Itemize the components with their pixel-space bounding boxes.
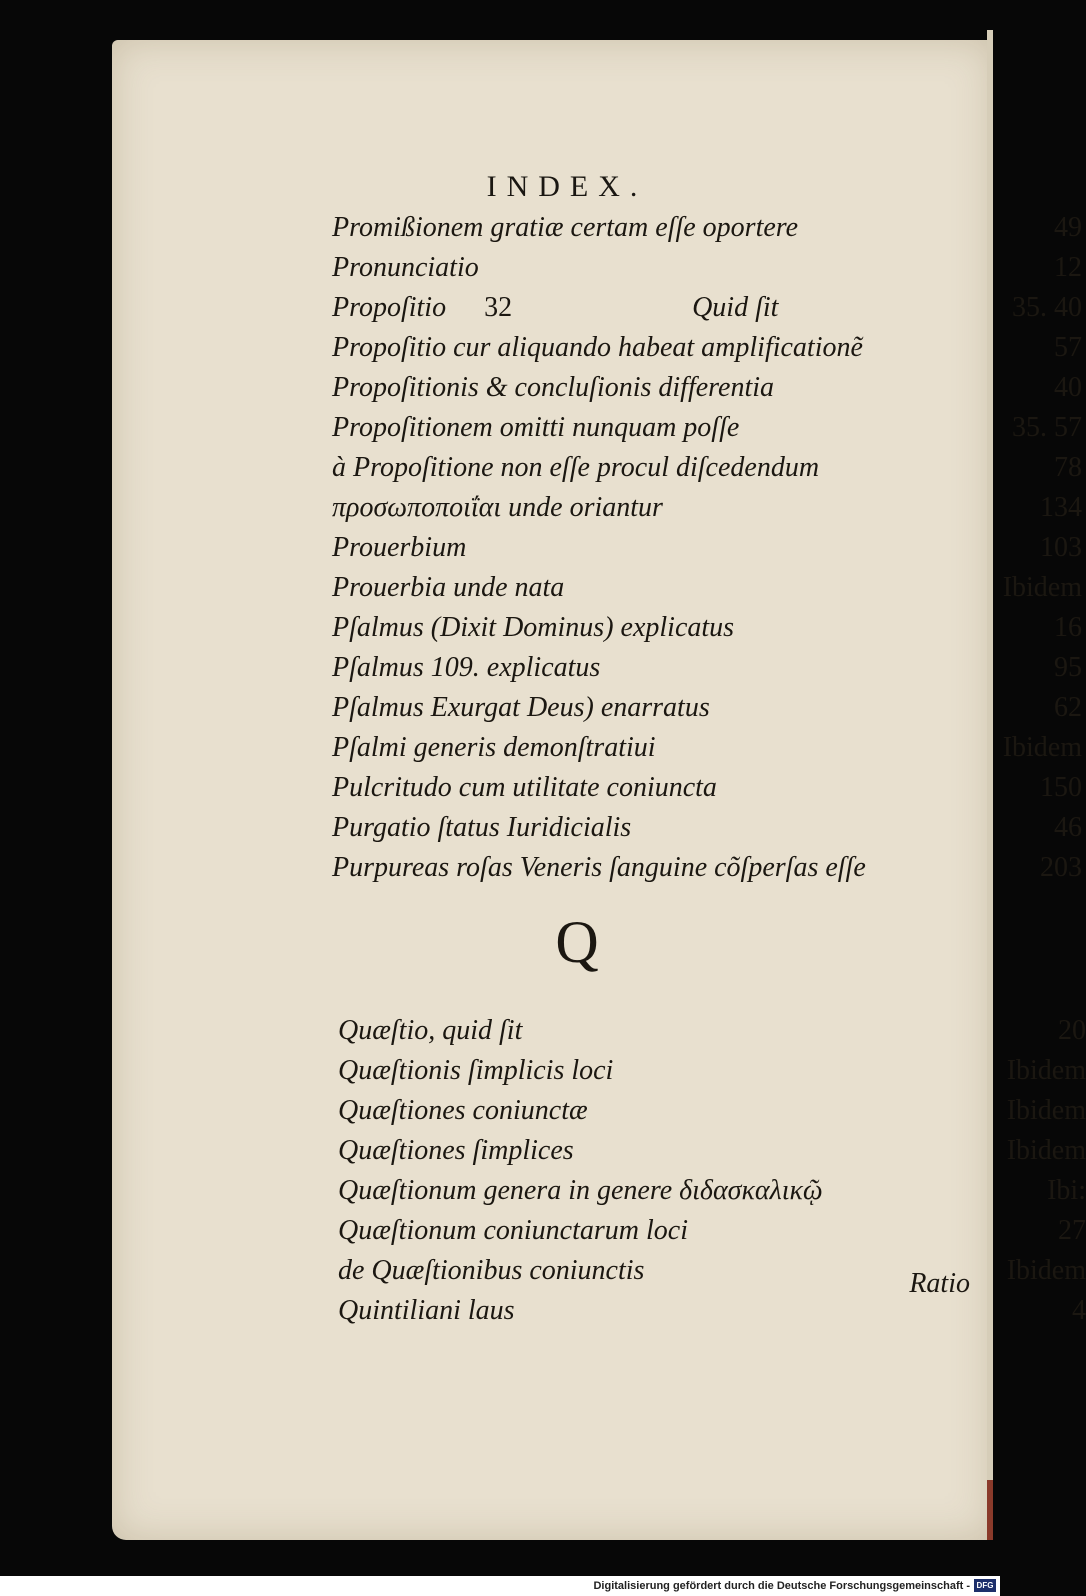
entry-term: Quæſtiones ſimplices xyxy=(338,1135,574,1166)
entry-term: Prouerbia unde nata xyxy=(332,572,565,603)
index-entry xyxy=(332,452,1082,492)
entry-term: Quæſtionis ſimplicis loci xyxy=(338,1055,614,1086)
index-entry xyxy=(338,1175,1086,1215)
index-entry xyxy=(332,372,1082,412)
entry-page: Ibidem xyxy=(1006,1095,1086,1126)
footer-bar xyxy=(0,1576,1000,1596)
page-edge-marker xyxy=(987,1480,993,1540)
entry-page: 4 xyxy=(1072,1295,1086,1326)
section-letter: Q xyxy=(555,909,599,975)
entry-term: Purpureas roſas Veneris ſanguine cõſperſas eſſe xyxy=(332,852,866,883)
entry-term: Pronunciatio xyxy=(332,252,479,283)
entry-term: Quæſtiones coniunctæ xyxy=(338,1095,588,1126)
entry-term: Quæſtionum genera in genere διδασκαλικῷ xyxy=(338,1175,823,1206)
index-entry xyxy=(332,732,1082,772)
index-entry xyxy=(332,692,1082,732)
entry-page: 57 xyxy=(1054,332,1082,363)
index-entry xyxy=(332,332,1082,372)
entry-page: 16 xyxy=(1054,612,1082,643)
entry-term: Promißionem gratiæ certam eſſe oportere xyxy=(332,212,799,243)
entry-term: à Propoſitione non eſſe procul diſcedendum xyxy=(332,452,820,483)
catchword: Ratio xyxy=(909,1268,970,1299)
entry-mid-page: 32 xyxy=(484,292,513,323)
entry-page: 40 xyxy=(1054,372,1082,403)
entry-term: Purgatio ſtatus Iuridicialis xyxy=(332,812,632,843)
index-entry xyxy=(338,1255,1086,1295)
entry-term: Pſalmus Exurgat Deus) enarratus xyxy=(332,692,710,723)
index-entry xyxy=(332,652,1082,692)
index-entry xyxy=(332,612,1082,652)
index-entry xyxy=(332,292,1082,332)
index-entry xyxy=(332,532,1082,572)
page-header: INDEX. xyxy=(486,170,648,203)
dfg-logo: DFG xyxy=(974,1579,996,1592)
entry-page: 27 xyxy=(1058,1215,1086,1246)
index-entry xyxy=(332,212,1082,252)
entry-page: Ibidem xyxy=(1006,1135,1086,1166)
index-entry xyxy=(338,1055,1086,1095)
entry-term: Pſalmus 109. explicatus xyxy=(332,652,601,683)
entry-page: Ibi: xyxy=(1047,1175,1086,1206)
entry-page: 134 xyxy=(1040,492,1082,523)
index-entry xyxy=(338,1135,1086,1175)
entry-page: 78 xyxy=(1054,452,1082,483)
entry-page: 20 xyxy=(1058,1015,1086,1046)
entry-term: Propoſitionis & concluſionis differentia xyxy=(332,372,775,403)
index-entry xyxy=(338,1215,1086,1255)
entry-page: 12 xyxy=(1054,252,1082,283)
index-entry xyxy=(332,572,1082,612)
index-entries-p xyxy=(332,212,1082,892)
entry-term: Quæſtio, quid ſit xyxy=(338,1015,523,1046)
index-entry xyxy=(338,1295,1086,1335)
entry-term: Pſalmus (Dixit Dominus) explicatus xyxy=(332,612,735,643)
entry-term: Pſalmi generis demonſtratiui xyxy=(332,732,656,763)
entry-page: 49 xyxy=(1054,212,1082,243)
entry-term: Prouerbium xyxy=(332,532,467,563)
entry-term: Quæſtionum coniunctarum loci xyxy=(338,1215,688,1246)
entry-page: Ibidem xyxy=(1006,1055,1086,1086)
index-entries-q xyxy=(338,1015,1086,1335)
entry-page: 150 xyxy=(1040,772,1082,803)
index-entry xyxy=(332,412,1082,452)
footer-text: Digitalisierung gefördert durch die Deutsche Forschungsgemeinschaft - xyxy=(593,1580,970,1592)
entry-page: Ibidem xyxy=(1006,1255,1086,1286)
entry-term: προσωποποιΐαι unde oriantur xyxy=(332,492,663,523)
entry-page: 62 xyxy=(1054,692,1082,723)
entry-page: 35. 40 xyxy=(1012,292,1082,323)
index-entry xyxy=(332,492,1082,532)
index-entry xyxy=(332,812,1082,852)
entry-page: Ibidem xyxy=(1002,732,1082,763)
entry-term: de Quæſtionibus coniunctis xyxy=(338,1255,645,1286)
index-entry xyxy=(332,772,1082,812)
page-edge xyxy=(987,30,993,1540)
entry-term xyxy=(332,292,1004,324)
entry-page: 103 xyxy=(1040,532,1082,563)
index-entry xyxy=(332,252,1082,292)
entry-term: Propoſitionem omitti nunquam poſſe xyxy=(332,412,740,443)
entry-subterm: Quid ſit xyxy=(692,292,779,323)
entry-page: 203 xyxy=(1040,852,1082,883)
entry-term: Pulcritudo cum utilitate coniuncta xyxy=(332,772,717,803)
entry-term-text: Propoſitio xyxy=(332,292,447,323)
entry-term: Quintiliani laus xyxy=(338,1295,515,1326)
entry-page: 95 xyxy=(1054,652,1082,683)
entry-page: Ibidem xyxy=(1002,572,1082,603)
book-page xyxy=(112,40,1086,1540)
index-entry xyxy=(338,1015,1086,1055)
entry-page: 35. 57 xyxy=(1012,412,1082,443)
entry-term: Propoſitio cur aliquando habeat amplificationẽ xyxy=(332,332,863,363)
entry-page: 46 xyxy=(1054,812,1082,843)
index-entry xyxy=(332,852,1082,892)
index-entry xyxy=(338,1095,1086,1135)
